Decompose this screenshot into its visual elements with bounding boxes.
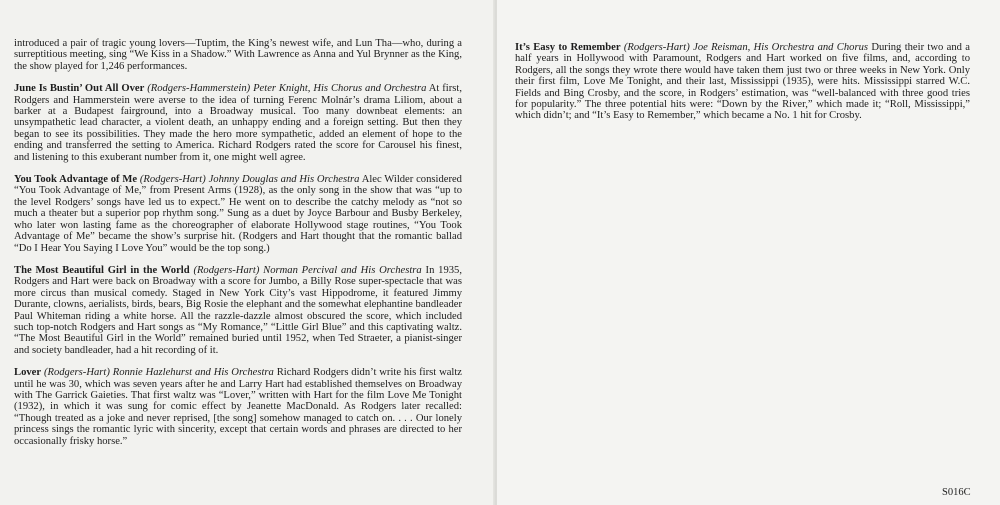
entry-body: In 1935, Rodgers and Hart were back on Broadway with a score for Jumbo, a Billy Rose super-spectacle that was more circus than musical comedy. Staged in New York City’s vast Hippodrome, it featured Jimmy Durante, clowns, aerialists, birds, bears, Big Rosie the elephant and the somewhat elephantine bandleader Paul Whiteman riding a white horse. All the razzle-dazzle almost obscured the score, which included such top-notch Rodgers and Hart songs as “My Romance,” “Little Girl Blue” and this captivating waltz. “The Most Beautiful Girl in the World” remained buried until 1952, when Ted Straeter, a pianist-singer and society bandleader, had a hit recording of it. <box>14 264 463 356</box>
song-credit: (Rodgers-Hart) Johnny Douglas and His Orchestra <box>139 174 360 186</box>
entry-body: Alec Wilder considered “You Took Advantage of Me,” from Present Arms (1928), as the only song in the show that was “up to the level Rodgers’ songs have led us to expect.” He went on to describe the catchy melody as “not so much a theater but a superior pop rhythm song.” Sung as a duet by Joyce Barbour and Busby Berkeley, who later won lasting fame as the choreographer of elaborate Hollywood stage routines, “You Took Advantage of Me” became the show’s surprise hit. (Rodgers and Hart thought that the romantic ballad “Do I Hear You Saying I Love You” would be the top song.) <box>14 174 462 254</box>
song-title: It’s Easy to Remember <box>515 42 621 53</box>
intro-paragraph: introduced a pair of tragic young lovers—Tuptim, the King’s newest wife, and Lun Tha—who, during a surreptitious meeting, sing “We Kiss in a Shadow.” With Lawrence as Anna and Yul Brynner as the King, the show played for 1,246 performances. <box>14 38 462 72</box>
left-column <box>14 38 462 458</box>
entry-paragraph <box>515 42 970 122</box>
entry-paragraph <box>14 174 462 254</box>
song-credit: (Rodgers-Hart) Ronnie Hazlehurst and His Orchestra <box>43 367 274 379</box>
song-title: The Most Beautiful Girl in the World <box>14 264 190 276</box>
entry-paragraph <box>14 367 462 447</box>
song-credit: (Rodgers-Hammerstein) Peter Knight, His Chorus and Orchestra <box>147 83 427 95</box>
entry-body: Richard Rodgers didn’t write his first waltz until he was 30, which was seven years after he and Larry Hart had established themselves on Broadway with The Garrick Gaieties. That first waltz was “Lover,” written with Hart for the film Love Me Tonight (1932), in which it was sung for comic effect by Jeanette MacDonald. As Rodgers later recalled: “Though treated as a joke and never reprised, [the song] somehow managed to catch on. . . . Our lonely princess sings the romantic lyric with sincerity, except that certain words and phrases are directed to her occasionally frisky horse.” <box>14 367 463 447</box>
song-credit: (Rodgers-Hart) Joe Reisman, His Orchestra and Chorus <box>623 42 868 53</box>
entry-body: During their two and a half years in Hollywood with Paramount, Rodgers and Hart worked on five films, and, according to Rodgers, all the songs they wrote there would have taken them just two or three weeks in New York. Only their first film, Love Me Tonight, and their last, Mississippi (1935), were hits. Mississippi starred W.C. Fields and Bing Crosby, and the score, in Rodgers’ estimation, was “well-balanced with three good tries for popularity.” The three potential hits were: “Down by the River,” which made it; “Roll, Mississippi,” which didn’t; and “It’s Easy to Remember,” which became a No. 1 hit for Crosby. <box>515 42 970 122</box>
song-title: June Is Bustin’ Out All Over <box>14 83 145 95</box>
entry-paragraph <box>14 83 462 163</box>
song-title: You Took Advantage of Me <box>14 174 138 186</box>
right-column <box>515 42 970 133</box>
catalog-number: S016C <box>942 487 971 498</box>
song-title: Lover <box>14 367 42 379</box>
entry-body: At first, Rodgers and Hammerstein were averse to the idea of turning Ferenc Molnár’s drama Liliom, about a barker at a Budapest fairground, into a Broadway musical. Too many downbeat elements: an unsympathetic lead character, a violent death, an unhappy ending and a foreign setting. But then they began to see its possibilities. They made the hero more sympathetic, added an element of hope to the ending and transferred the setting to America. Richard Rodgers rated the score for Carousel his finest, and listening to this exuberant number from it, one might well agree. <box>14 83 462 163</box>
entry-paragraph <box>14 265 462 356</box>
song-credit: (Rodgers-Hart) Norman Percival and His Orchestra <box>193 264 422 276</box>
